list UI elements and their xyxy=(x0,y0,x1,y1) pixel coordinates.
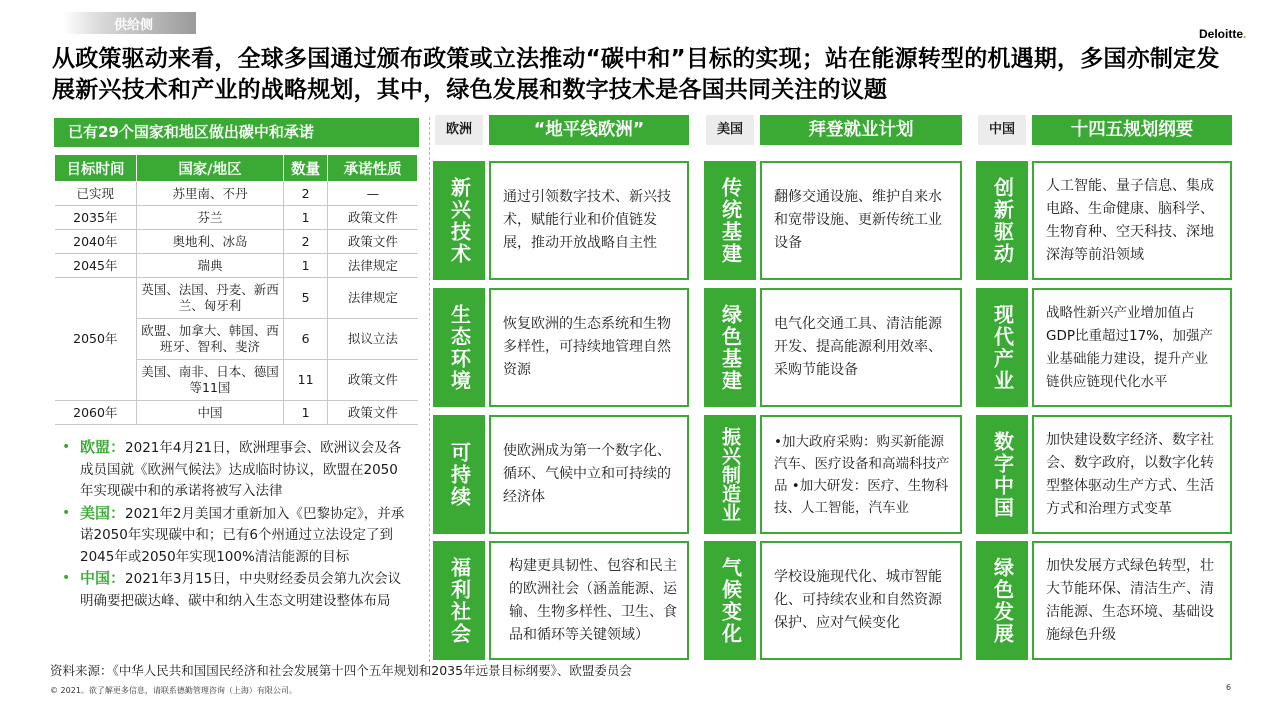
region-tag-usa: 美国 xyxy=(706,115,754,145)
cell-nature: 政策文件 xyxy=(328,360,418,401)
note-text: 2021年2月美国才重新加入《巴黎协定》，并承诺2050年实现碳中和；已有6个州通过立法设定了到2045年或2050年实现100%清洁能源的目标 xyxy=(80,505,405,565)
cell-count: 1 xyxy=(283,254,327,278)
deloitte-logo: Deloitte. xyxy=(1199,27,1247,41)
table-row xyxy=(55,230,418,254)
cell-nature: 政策文件 xyxy=(328,206,418,230)
cell-count: 2 xyxy=(283,182,327,206)
desc-china-1: 人工智能、量子信息、集成电路、生命健康、脑科学、生物育种、空天科技、深地深海等前沿领域 xyxy=(1032,161,1232,280)
cell-country: 瑞典 xyxy=(137,254,284,278)
note-label: 欧盟： xyxy=(80,438,126,456)
table-row xyxy=(55,254,418,278)
plan-title-usa: 拜登就业计划 xyxy=(760,115,962,145)
note-text: 2021年4月21日，欧洲理事会、欧洲议会及各成员国就《欧洲气候法》达成临时协议，欧盟在2050年实现碳中和的承诺将被写入法律 xyxy=(80,440,402,499)
cell-count: 1 xyxy=(283,206,327,230)
note-item xyxy=(62,437,410,503)
desc-usa-1: 翻修交通设施、维护自来水和宽带设施、更新传统工业设备 xyxy=(760,161,962,280)
cell-time: 2040年 xyxy=(55,230,137,254)
cell-nature: 政策文件 xyxy=(328,401,418,425)
header-count: 数量 xyxy=(283,155,327,182)
source-note: 资料来源：《中华人民共和国国民经济和社会发展第十四个五年规划和2035年远景目标纲要》、欧盟委员会 xyxy=(50,663,632,678)
plan-title-europe: “地平线欧洲” xyxy=(489,115,689,145)
desc-china-3: 加快建设数字经济、数字社会、数字政府，以数字化转型整体驱动生产方式、生活方式和治理方式变革 xyxy=(1032,415,1232,534)
category-europe-1: 新兴技术 xyxy=(433,161,485,280)
cell-count: 11 xyxy=(283,360,327,401)
column-divider xyxy=(429,117,430,662)
region-tag-europe: 欧洲 xyxy=(435,115,483,145)
desc-china-2: 战略性新兴产业增加值占GDP比重超过17%，加强产业基础能力建设，提升产业链供应链现代化水平 xyxy=(1032,288,1232,407)
category-usa-1: 传统基建 xyxy=(704,161,756,280)
note-label: 中国： xyxy=(80,569,126,587)
cell-country: 美国、南非、日本、德国等11国 xyxy=(137,360,284,401)
category-usa-3: 振兴制造业 xyxy=(704,415,756,534)
header-nature: 承诺性质 xyxy=(328,155,418,182)
desc-europe-2: 恢复欧洲的生态系统和生物多样性，可持续地管理自然资源 xyxy=(489,288,689,407)
cell-count: 1 xyxy=(283,401,327,425)
category-europe-3: 可持续 xyxy=(433,415,485,534)
note-item xyxy=(62,503,410,569)
cell-time: 已实现 xyxy=(55,182,137,206)
cell-time: 2060年 xyxy=(55,401,137,425)
pledge-banner: 已有29个国家和地区做出碳中和承诺 xyxy=(54,118,419,147)
pledge-notes xyxy=(62,437,410,612)
cell-nature: — xyxy=(328,182,418,206)
category-china-3: 数字中国 xyxy=(976,415,1028,534)
cell-country: 英国、法国、丹麦、新西兰、匈牙利 xyxy=(137,278,284,319)
category-usa-4: 气候变化 xyxy=(704,541,756,660)
cell-country: 苏里南、不丹 xyxy=(137,182,284,206)
cell-country: 奥地利、冰岛 xyxy=(137,230,284,254)
desc-europe-4: 构建更具韧性、包容和民主的欧洲社会（涵盖能源、运输、生物多样性、卫生、食品和循环等关键领域） xyxy=(489,541,689,660)
cell-nature: 法律规定 xyxy=(328,278,418,319)
category-china-1: 创新驱动 xyxy=(976,161,1028,280)
table-row xyxy=(55,278,418,319)
region-tag-china: 中国 xyxy=(978,115,1026,145)
copyright: © 2021。欲了解更多信息，请联系德勤管理咨询（上海）有限公司。 xyxy=(50,686,297,695)
desc-usa-2: 电气化交通工具、清洁能源开发、提高能源利用效率、采购节能设备 xyxy=(760,288,962,407)
desc-usa-3: •加大政府采购：购买新能源汽车、医疗设备和高端科技产品 •加大研发：医疗、生物科技、人工智能，汽车业 xyxy=(760,415,962,534)
category-europe-4: 福利社会 xyxy=(433,541,485,660)
cell-country: 芬兰 xyxy=(137,206,284,230)
desc-europe-3: 使欧洲成为第一个数字化、循环、气候中立和可持续的经济体 xyxy=(489,415,689,534)
desc-china-4: 加快发展方式绿色转型，壮大节能环保、清洁生产、清洁能源、生态环境、基础设施绿色升级 xyxy=(1032,541,1232,660)
cell-country: 欧盟、加拿大、韩国、西班牙、智利、斐济 xyxy=(137,319,284,360)
note-label: 美国： xyxy=(80,503,126,522)
page-title: 从政策驱动来看，全球多国通过颁布政策或立法推动“碳中和”目标的实现；站在能源转型的机遇期，多国亦制定发展新兴技术和产业的战略规划，其中，绿色发展和数字技术是各国共同关注的议题 xyxy=(52,46,1220,103)
cell-time: 2050年 xyxy=(55,278,137,401)
plan-title-china: 十四五规划纲要 xyxy=(1032,115,1232,145)
note-item xyxy=(62,568,410,612)
cell-count: 6 xyxy=(283,319,327,360)
section-tag xyxy=(62,12,196,34)
cell-nature: 法律规定 xyxy=(328,254,418,278)
desc-europe-1: 通过引领数字技术、新兴技术，赋能行业和价值链发展，推动开放战略自主性 xyxy=(489,161,689,280)
category-china-2: 现代产业 xyxy=(976,288,1028,407)
cell-time: 2045年 xyxy=(55,254,137,278)
page-number: 6 xyxy=(1226,683,1232,692)
cell-nature: 拟议立法 xyxy=(328,319,418,360)
table-header-row xyxy=(55,155,418,182)
table-row xyxy=(55,206,418,230)
header-target-time: 目标时间 xyxy=(55,155,137,182)
cell-time: 2035年 xyxy=(55,206,137,230)
note-text: 2021年3月15日，中央财经委员会第九次会议明确要把碳达峰、碳中和纳入生态文明建设整体布局 xyxy=(80,571,402,609)
pledge-table xyxy=(54,154,418,425)
header-country: 国家/地区 xyxy=(137,155,284,182)
category-usa-2: 绿色基建 xyxy=(704,288,756,407)
table-row xyxy=(55,401,418,425)
cell-count: 2 xyxy=(283,230,327,254)
desc-usa-4: 学校设施现代化、城市智能化、可持续农业和自然资源保护、应对气候变化 xyxy=(760,541,962,660)
cell-nature: 政策文件 xyxy=(328,230,418,254)
cell-country: 中国 xyxy=(137,401,284,425)
section-tag-label: 供给侧 xyxy=(114,18,154,33)
category-europe-2: 生态环境 xyxy=(433,288,485,407)
cell-count: 5 xyxy=(283,278,327,319)
table-row xyxy=(55,182,418,206)
category-china-4: 绿色发展 xyxy=(976,541,1028,660)
